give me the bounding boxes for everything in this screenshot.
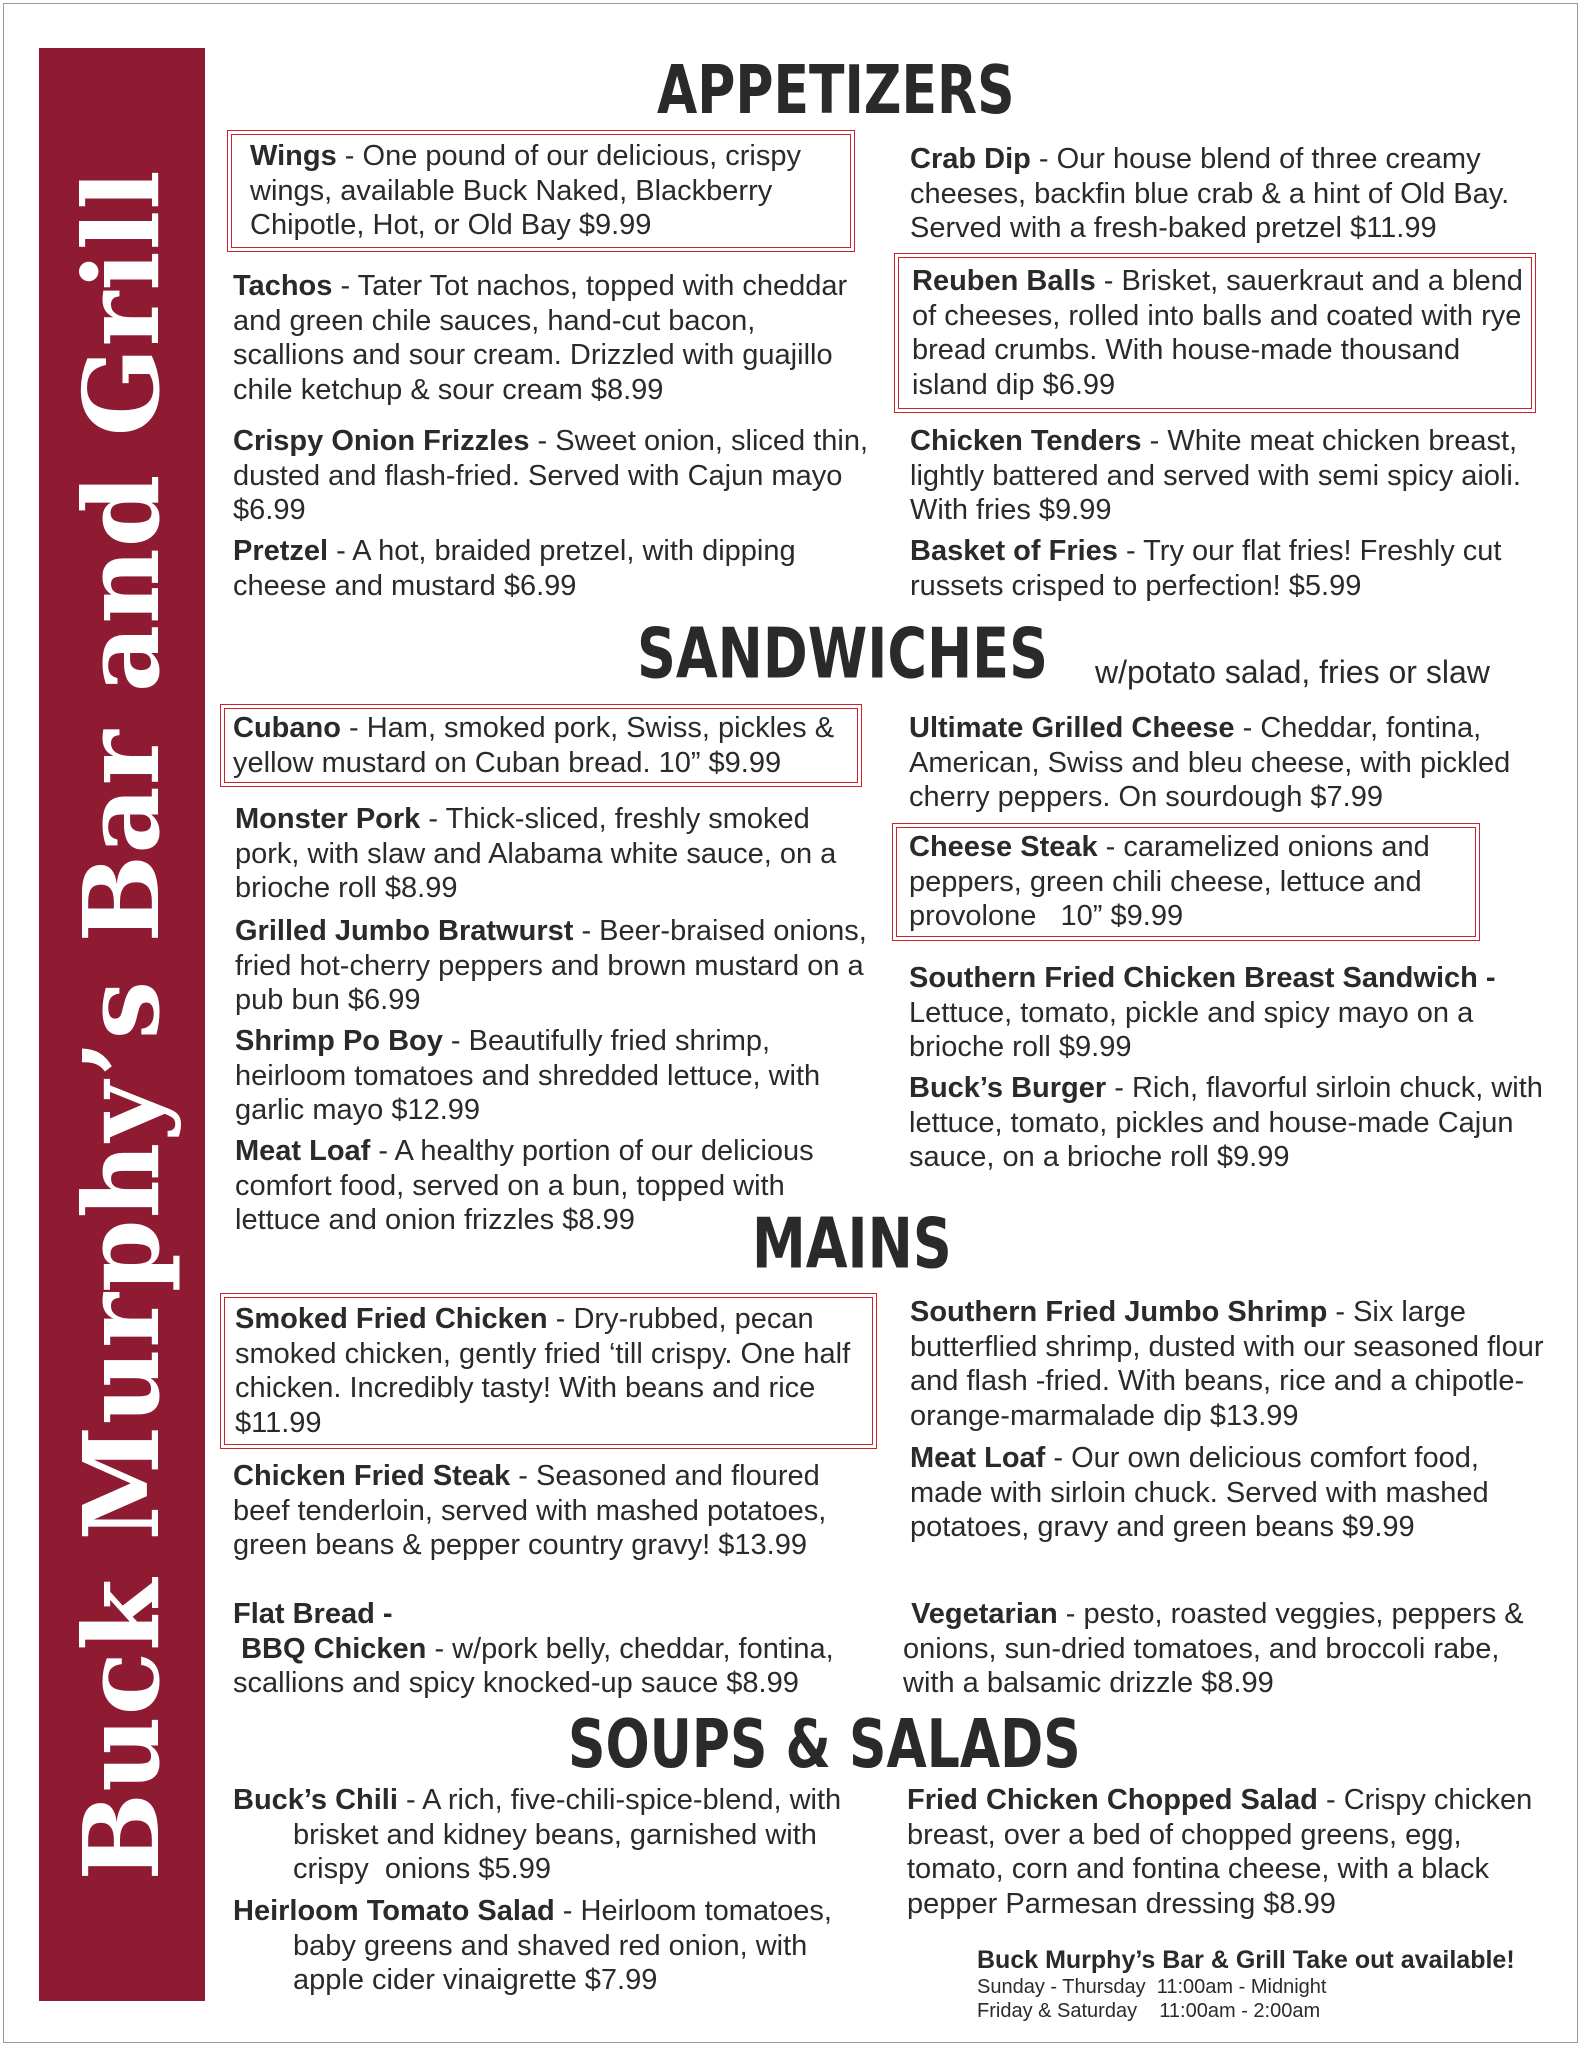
sandwiches-note: w/potato salad, fries or slaw (1095, 654, 1490, 690)
menu-item-crispy-onion-frizzles: Crispy Onion Frizzles - Sweet onion, sliced thin, dusted and flash-fried. Served with Cajun mayo $6.99 (233, 425, 877, 526)
menu-item-southern-fried-chicken-breast-sandwich: Southern Fried Chicken Breast Sandwich - Lettuce, tomato, pickle and spicy mayo on a brioche roll $9.99 (909, 962, 1496, 1063)
sandwiches-heading: SANDWICHES (637, 613, 1048, 695)
menu-item-bucks-burger: Buck’s Burger - Rich, flavorful sirloin chuck, with lettuce, tomato, pickles and house-made Cajun sauce, on a brioche roll $9.99 (909, 1072, 1551, 1173)
menu-item-southern-fried-jumbo-shrimp: Southern Fried Jumbo Shrimp - Six large butterflied shrimp, dusted with our seasoned flour and flash -fried. With beans, rice and a chipotle-orange-marmalade dip $13.99 (910, 1296, 1552, 1432)
appetizers-heading: APPETIZERS (657, 52, 1015, 130)
menu-item-fried-chicken-chopped-salad: Fried Chicken Chopped Salad - Crispy chicken breast, over a bed of chopped greens, egg, tomato, corn and fontina cheese, with a black pepper Parmesan dressing $8.99 (907, 1784, 1541, 1920)
menu-item-meat-loaf-main: Meat Loaf - Our own delicious comfort food, made with sirloin chuck. Served with mashed potatoes, gravy and green beans $9.99 (910, 1442, 1497, 1543)
takeout-hours-weekend: Friday & Saturday 11:00am - 2:00am (977, 2000, 1321, 2022)
menu-item-shrimp-po-boy: Shrimp Po Boy - Beautifully fried shrimp, heirloom tomatoes and shredded lettuce, with garlic mayo $12.99 (235, 1025, 829, 1126)
menu-item-bucks-chili: Buck’s Chili - A rich, five-chili-spice-blend, with brisket and kidney beans, garnished with crispy onions $5.99 (233, 1784, 850, 1885)
menu-item-ultimate-grilled-cheese: Ultimate Grilled Cheese - Cheddar, fontina, American, Swiss and bleu cheese, with pickled cherry peppers. On sourdough $7.99 (909, 712, 1519, 813)
mains-heading: MAINS (752, 1203, 952, 1285)
menu-item-crab-dip: Crab Dip - Our house blend of three creamy cheeses, backfin blue crab & a hint of Old Bay. Served with a fresh-baked pretzel $11.99 (910, 143, 1518, 244)
menu-item-pretzel: Pretzel - A hot, braided pretzel, with dipping cheese and mustard $6.99 (233, 535, 804, 602)
menu-item-monster-pork: Monster Pork - Thick-sliced, freshly smoked pork, with slaw and Alabama white sauce, on a brioche roll $8.99 (235, 803, 845, 904)
menu-item-basket-of-fries: Basket of Fries - Try our flat fries! Freshly cut russets crisped to perfection! $5.99 (910, 535, 1510, 602)
menu-item-grilled-jumbo-bratwurst: Grilled Jumbo Bratwurst - Beer-braised onions, fried hot-cherry peppers and brown mustard on a pub bun $6.99 (235, 915, 875, 1016)
menu-item-flat-bread: Flat Bread - BBQ Chicken - w/pork belly, cheddar, fontina, scallions and spicy knocked-up sauce $8.99 (233, 1598, 842, 1699)
menu-item-chicken-fried-steak: Chicken Fried Steak - Seasoned and floured beef tenderloin, served with mashed potatoes, green beans & pepper country gravy! $13.99 (233, 1460, 835, 1561)
menu-item-heirloom-tomato-salad: Heirloom Tomato Salad - Heirloom tomatoes, baby greens and shaved red onion, with apple cider vinaigrette $7.99 (233, 1895, 841, 1996)
menu-item-cubano: Cubano - Ham, smoked pork, Swiss, pickles & yellow mustard on Cuban bread. 10” $9.99 (225, 709, 857, 782)
menu-item-smoked-fried-chicken: Smoked Fried Chicken - Dry-rubbed, pecan smoked chicken, gently fried ‘till crispy. One half chicken. Incredibly tasty! With beans and rice $11.99 (225, 1298, 872, 1444)
menu-item-vegetarian: Vegetarian - pesto, roasted veggies, peppers & onions, sun-dried tomatoes, and broccoli rabe, with a balsamic drizzle $8.99 (903, 1598, 1532, 1699)
menu-item-chicken-tenders: Chicken Tenders - White meat chicken breast, lightly battered and served with semi spicy aioli. With fries $9.99 (910, 425, 1529, 526)
menu-item-wings: Wings - One pound of our delicious, crispy wings, available Buck Naked, Blackberry Chipotle, Hot, or Old Bay $9.99 (232, 135, 850, 247)
sidebar-banner (39, 48, 205, 2001)
menu-item-meat-loaf-sandwich: Meat Loaf - A healthy portion of our delicious comfort food, served on a bun, topped with lettuce and onion frizzles $8.99 (235, 1135, 822, 1236)
takeout-title: Buck Murphy’s Bar & Grill Take out available! (977, 1946, 1515, 1974)
menu-item-reuben-balls: Reuben Balls - Brisket, sauerkraut and a blend of cheeses, rolled into balls and coated with rye bread crumbs. With house-made thousand island dip $6.99 (899, 258, 1531, 408)
menu-item-tachos: Tachos - Tater Tot nachos, topped with cheddar and green chile sauces, hand-cut bacon, scallions and sour cream. Drizzled with guajillo chile ketchup & sour cream $8.99 (233, 270, 856, 406)
soups-salads-heading: SOUPS & SALADS (568, 1706, 1081, 1784)
takeout-info (977, 1945, 1515, 2023)
restaurant-name: Buck Murphy’s Bar and Grill (60, 168, 183, 1881)
takeout-hours-weekday: Sunday - Thursday 11:00am - Midnight (977, 1976, 1327, 1998)
menu-item-cheese-steak: Cheese Steak - caramelized onions and peppers, green chili cheese, lettuce and provolone 10” $9.99 (897, 828, 1475, 936)
